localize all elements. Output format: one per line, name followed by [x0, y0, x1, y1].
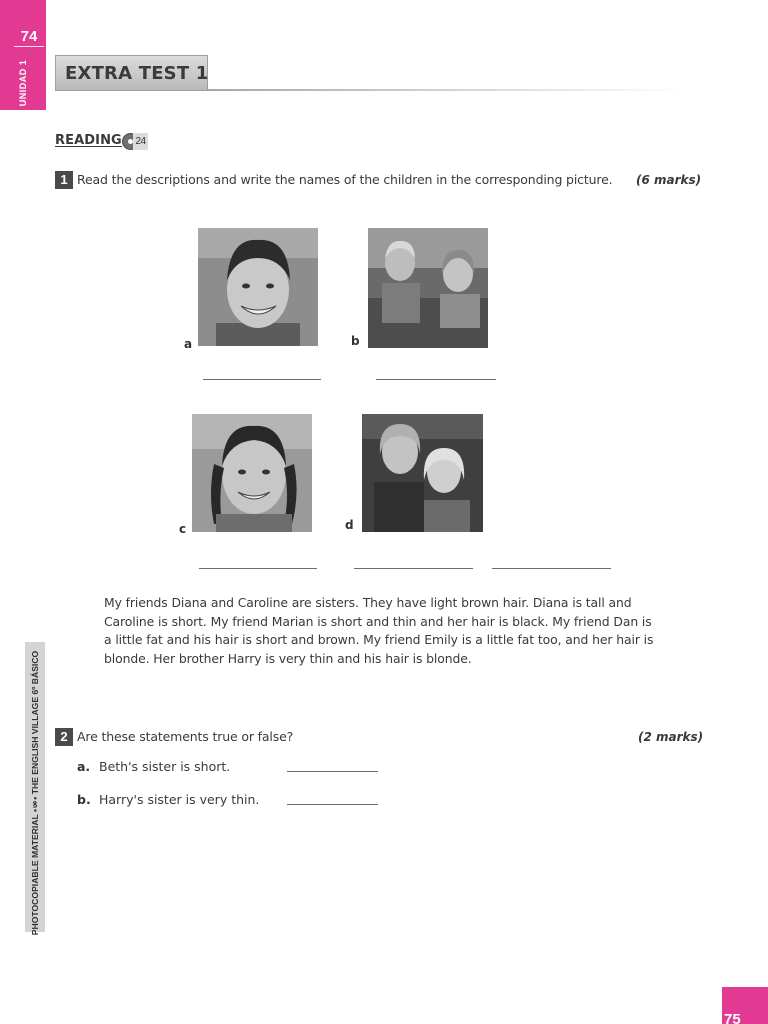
- question-2-marks: (2 marks): [638, 730, 704, 744]
- answer-line-a[interactable]: [203, 379, 321, 380]
- title-rule: [208, 89, 688, 91]
- statement-b-answer-line[interactable]: [287, 804, 378, 805]
- photo-d-letter: d: [345, 518, 354, 532]
- statement-a-letter: a.: [77, 759, 91, 774]
- footer-copyright: [29, 648, 41, 938]
- question-1-marks: (6 marks): [636, 173, 702, 187]
- reading-passage: My friends Diana and Caroline are sisters. They have light brown hair. Diana is tall and Caroline is short. My friend Marian is short and thin and her hair is black. My friend Dan is a little fat and his hair is short and brown. My friend Emily is a little fat too, and her hair is blonde. Her brother Harry is very thin and his hair is blonde.: [104, 595, 654, 666]
- question-1-text: Read the descriptions and write the names of the children in the corresponding picture.: [77, 172, 613, 187]
- page-number: 74: [14, 28, 44, 47]
- statement-b-text: Harry's sister is very thin.: [99, 792, 260, 807]
- photo-c: [192, 414, 312, 532]
- footer-copyright-text-start: PHOTOCOPIABLE MATERIAL •: [30, 809, 40, 936]
- reading-heading: READING: [55, 133, 122, 148]
- statement-a-answer-line[interactable]: [287, 771, 378, 772]
- footer-copyright-text-end: • THE ENGLISH VILLAGE 6º BÁSICO: [30, 650, 40, 800]
- photo-a-letter: a: [184, 337, 193, 351]
- publisher-logo-icon: ꝸ: [32, 799, 38, 810]
- test-title-box: [55, 55, 208, 91]
- answer-line-c[interactable]: [199, 568, 317, 569]
- track-number: 24: [133, 133, 148, 150]
- question-1-number: 1: [55, 171, 73, 189]
- photo-a: [198, 228, 318, 346]
- statement-a-text: Beth's sister is short.: [99, 759, 231, 774]
- answer-line-d1[interactable]: [354, 568, 473, 569]
- question-2-number: 2: [55, 728, 73, 746]
- photo-b-letter: b: [351, 334, 360, 348]
- photo-d: [362, 414, 483, 532]
- answer-line-d2[interactable]: [492, 568, 611, 569]
- photo-c-letter: c: [179, 522, 187, 536]
- photo-b: [368, 228, 488, 348]
- next-page-number: 75: [724, 1011, 741, 1024]
- test-title: EXTRA TEST 1: [65, 63, 209, 84]
- answer-line-b[interactable]: [376, 379, 496, 380]
- audio-cd-icon: [122, 133, 148, 150]
- statement-b-letter: b.: [77, 792, 91, 807]
- question-2-text: Are these statements true or false?: [77, 729, 294, 744]
- unit-label: UNIDAD 1: [18, 59, 28, 107]
